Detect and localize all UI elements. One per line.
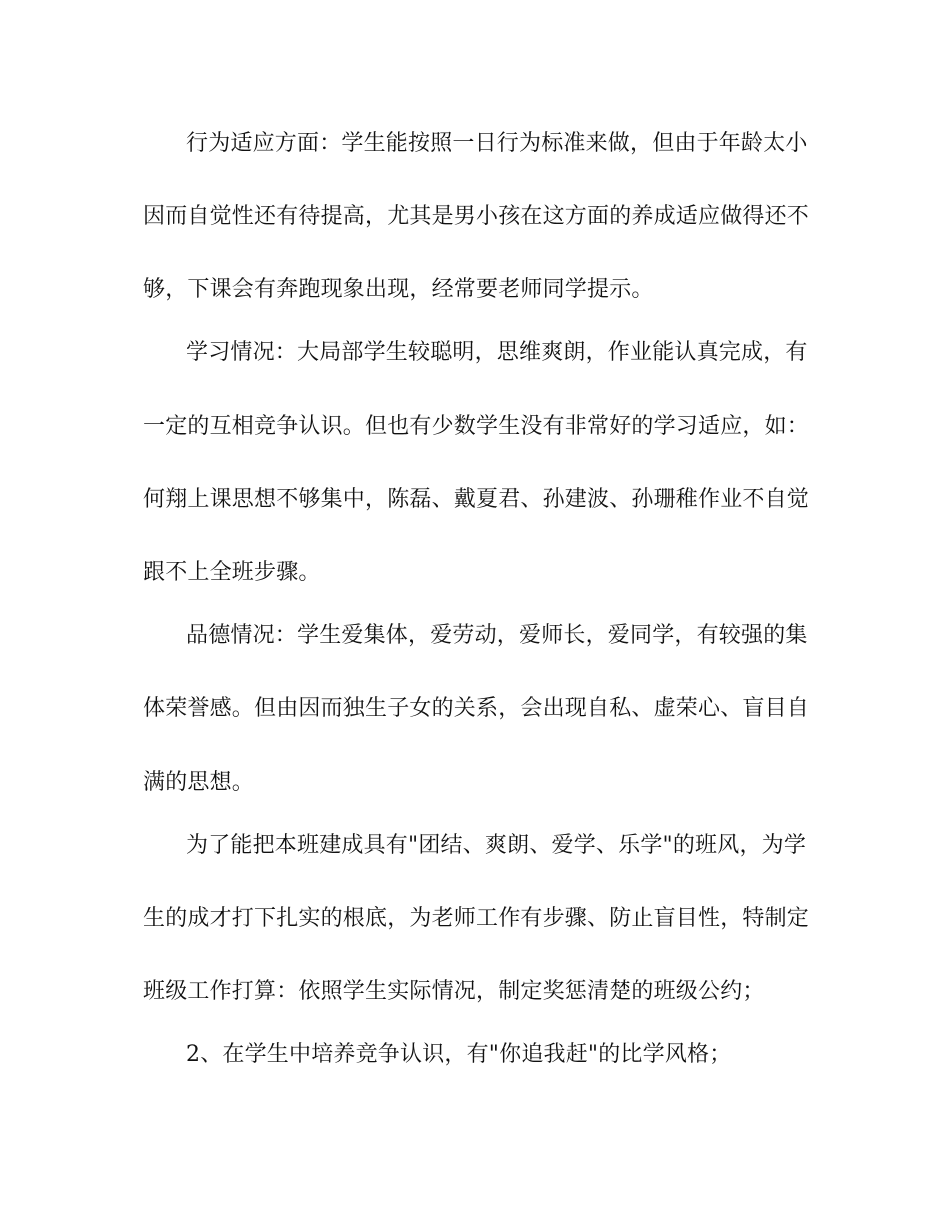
text-line: 体荣誉感。但由因而独生子女的关系，会出现自私、虚荣心、盲目自	[143, 696, 810, 721]
paragraph-morality-line-1	[0, 618, 950, 654]
text-line: 班级工作打算：依照学生实际情况，制定奖惩清楚的班级公约；	[143, 979, 765, 1004]
paragraph-behavior-line-1	[0, 126, 950, 162]
paragraph-study-line-2	[0, 409, 950, 445]
text-line: 跟不上全班步骤。	[143, 560, 321, 585]
text-line: 因而自觉性还有待提高，尤其是男小孩在这方面的养成适应做得还不	[143, 204, 810, 229]
paragraph-goal-line-1	[0, 828, 950, 864]
paragraph-behavior-line-2	[0, 199, 950, 235]
paragraph-goal-line-2	[0, 901, 950, 937]
paragraph-goal-line-3	[0, 974, 950, 1010]
paragraph-behavior-line-3	[0, 272, 950, 308]
text-line: 一定的互相竞争认识。但也有少数学生没有非常好的学习适应，如：	[143, 414, 810, 439]
text-line: 生的成才打下扎实的根底，为老师工作有步骤、防止盲目性，特制定	[143, 906, 810, 931]
paragraph-study-line-4	[0, 555, 950, 591]
paragraph-morality-line-2	[0, 691, 950, 727]
paragraph-study-line-3	[0, 482, 950, 518]
text-line: 学习情况：大局部学生较聪明，思维爽朗，作业能认真完成，有	[186, 340, 808, 365]
text-line: 满的思想。	[143, 770, 255, 795]
text-line: 2、在学生中培养竞争认识，有"你追我赶"的比学风格；	[186, 1042, 732, 1067]
paragraph-morality-line-3	[0, 765, 950, 801]
paragraph-study-line-1	[0, 335, 950, 371]
text-line: 行为适应方面：学生能按照一日行为标准来做，但由于年龄太小	[186, 131, 808, 156]
text-line: 为了能把本班建成具有"团结、爽朗、爱学、乐学"的班风，为学	[186, 833, 807, 858]
text-line: 何翔上课思想不够集中，陈磊、戴夏君、孙建波、孙珊稚作业不自觉	[143, 487, 810, 512]
text-line: 够，下课会有奔跑现象出现，经常要老师同学提示。	[143, 277, 654, 302]
list-item-2	[0, 1037, 950, 1073]
text-line: 品德情况：学生爱集体，爱劳动，爱师长，爱同学，有较强的集	[186, 623, 808, 648]
